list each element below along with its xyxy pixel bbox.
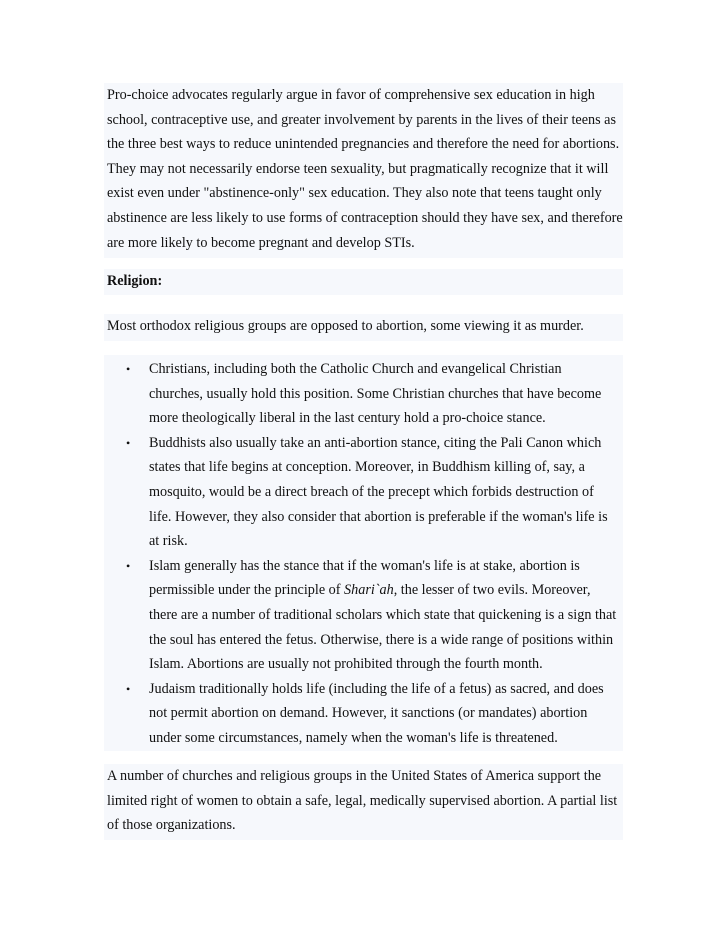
list-item-buddhists — [104, 431, 623, 554]
bullet-icon: • — [126, 435, 131, 450]
list-item-islam — [104, 554, 623, 677]
religion-heading-block — [104, 269, 623, 295]
religion-heading: Religion: — [107, 273, 163, 289]
religion-lead-paragraph: Most orthodox religious groups are opposed to abortion, some viewing it as murder. — [107, 318, 584, 334]
closing-paragraph-block — [104, 764, 623, 840]
list-item-text-after: , the lesser of two evils. Moreover, there are a number of traditional scholars which state that quickening is a sign that the soul has entered the fetus. Otherwise, there is a wide range of positions within Islam. Abortions are usually not prohibited through the fourth month. — [149, 582, 617, 673]
religions-list-block — [104, 355, 623, 751]
list-item-text: Buddhists also usually take an anti-abortion stance, citing the Pali Canon which states that life begins at conception. Moreover, in Buddhism killing of, say, a mosquito, would be a direct breach of the precept which forbids destruction of life. However, they also consider that abortion is preferable if the woman's life is at risk. — [149, 434, 608, 550]
religions-list — [104, 357, 623, 751]
bullet-icon: • — [126, 558, 131, 573]
intro-paragraph: Pro-choice advocates regularly argue in favor of comprehensive sex education in high school, contraceptive use, and greater involvement by parents in the lives of their teens as the three best ways to reduce unintended pregnancies and therefore the need for abortions. They may not necessarily endorse teen sexuality, but pragmatically recognize that it will exist even under "abstinence-only" sex education. They also note that teens taught only abstinence are less likely to use forms of contraception should they have sex, and therefore are more likely to become pregnant and develop STIs. — [107, 87, 623, 251]
list-item-text-before: Islam generally has the stance that if the woman's life is at stake, abortion is permissible under the principle of — [149, 557, 580, 599]
list-item-text: Christians, including both the Catholic Church and evangelical Christian churches, usually hold this position. Some Christian churches that have become more theologically liberal in the last century hold a pro-choice stance. — [149, 361, 602, 427]
intro-paragraph-block — [104, 83, 623, 258]
list-item-text: Judaism traditionally holds life (including the life of a fetus) as sacred, and does not permit abortion on demand. However, it sanctions (or mandates) abortion under some circumstances, namely when the woman's life is threatened. — [149, 680, 604, 746]
closing-paragraph: A number of churches and religious groups in the United States of America support the limited right of women to obtain a safe, legal, medically supervised abortion. A partial list of those organizations. — [107, 768, 618, 834]
list-item-christians — [104, 357, 623, 431]
bullet-icon: • — [126, 681, 131, 696]
list-item-emphasis: Shari`ah — [344, 582, 394, 599]
list-item-judaism — [104, 677, 623, 751]
bullet-icon: • — [126, 362, 131, 376]
religion-lead-block — [104, 314, 623, 341]
